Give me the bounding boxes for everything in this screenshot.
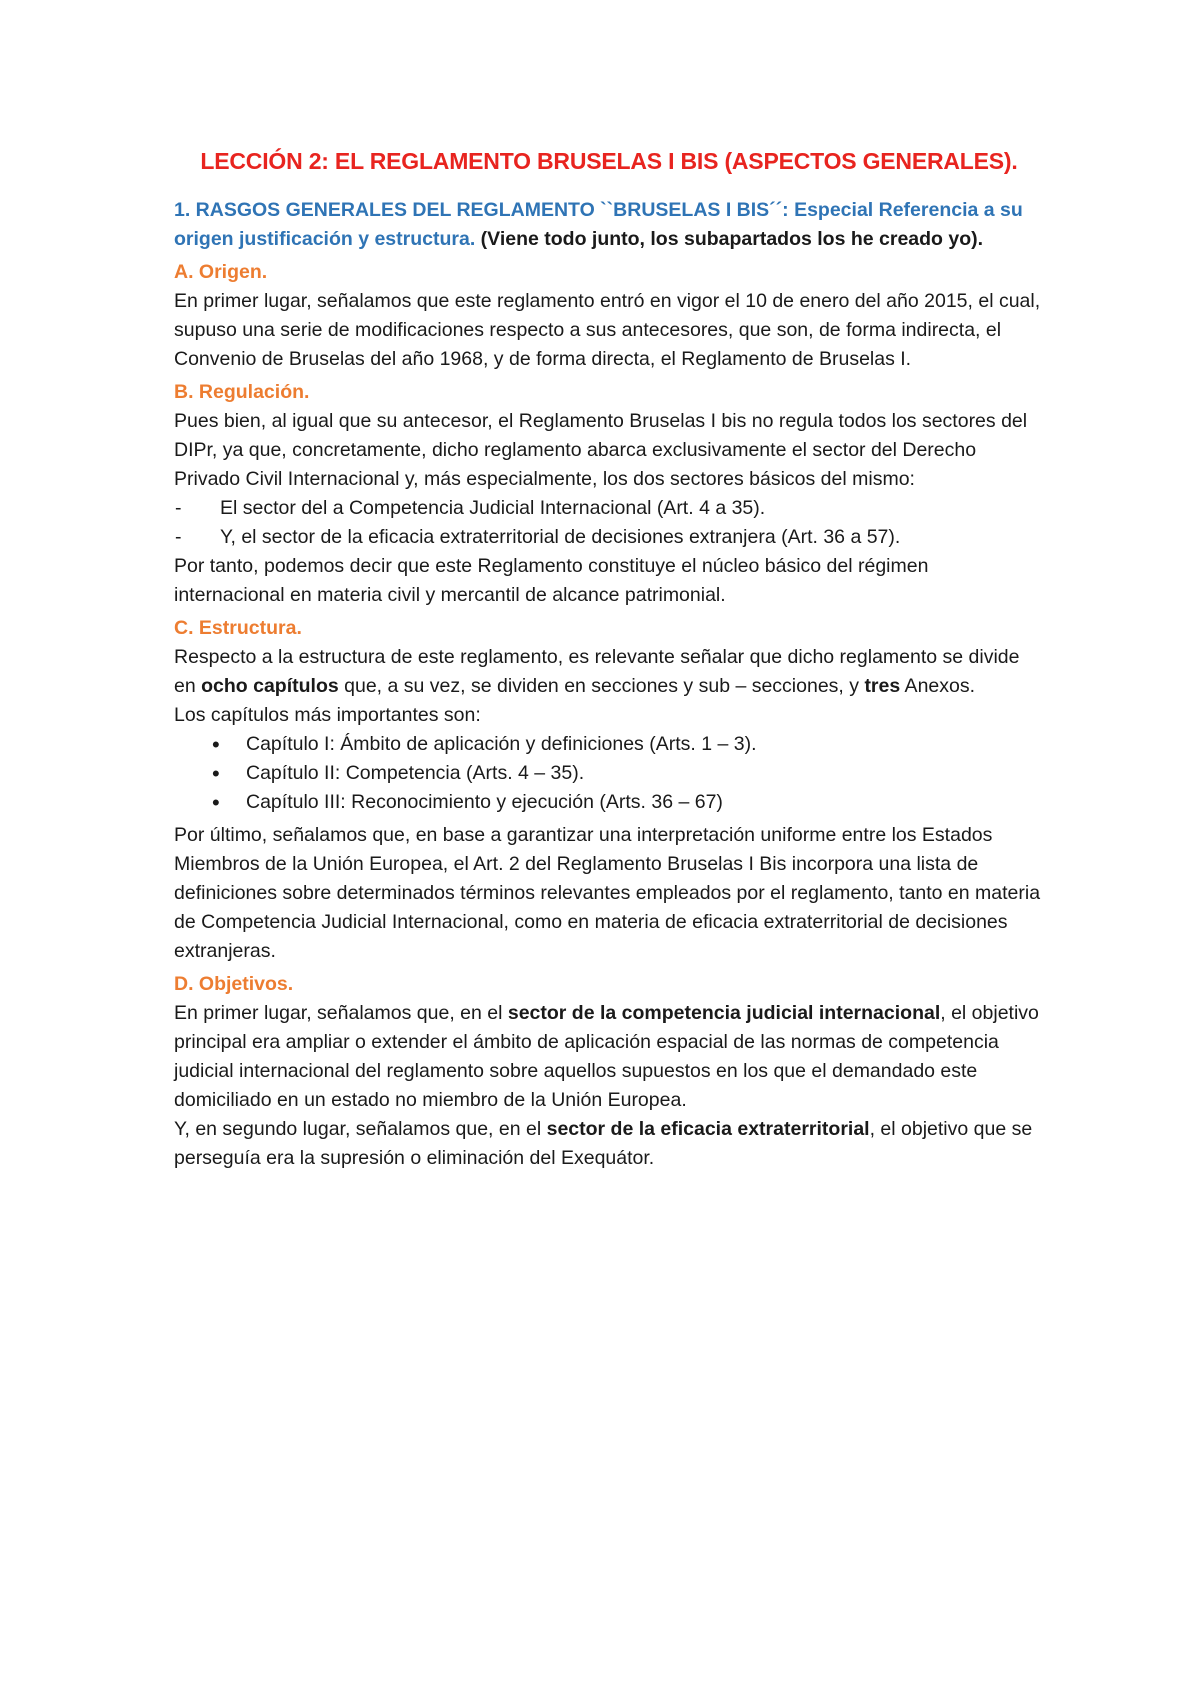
objetivos-p1-text-a: En primer lugar, señalamos que, en el xyxy=(174,1002,508,1024)
estructura-list xyxy=(174,730,1044,817)
regulacion-list xyxy=(174,494,1044,552)
objetivos-p2-text-c: , el objetivo que se perseguía era la supresión o eliminación del Exequátor. xyxy=(174,1118,1033,1169)
estructura-bold-chapters: ocho capítulos xyxy=(201,675,339,697)
estructura-text-e: Anexos. xyxy=(900,675,976,697)
regulacion-closing: Por tanto, podemos decir que este Reglamento constituye el núcleo básico del régimen internacional en materia civil y mercantil de alcance patrimonial. xyxy=(174,555,929,606)
section-1-heading-note: (Viene todo junto, los subapartados los he creado yo). xyxy=(475,228,984,250)
estructura-closing: Por último, señalamos que, en base a garantizar una interpretación uniforme entre los Estados Miembros de la Unión Europea, el Art. 2 del Reglamento Bruselas I Bis incorpora una lista de definiciones sobre determinados términos relevantes empleados por el reglamento, tanto en materia de Competencia Judicial Internacional, como en materia de eficacia extraterritorial de decisiones extranjeras. xyxy=(174,824,1041,962)
list-item: • Capítulo II: Competencia (Arts. 4 – 35). xyxy=(246,759,1044,788)
list-item: - El sector del a Competencia Judicial Internacional (Art. 4 a 35). xyxy=(220,494,1044,523)
section-1-heading-text: 1. RASGOS GENERALES DEL REGLAMENTO ``BRUSELAS I BIS´´: Especial Referencia a su origen justificación y estructura. xyxy=(174,199,1023,250)
list-item: • Capítulo I: Ámbito de aplicación y definiciones (Arts. 1 – 3). xyxy=(246,730,1044,759)
subheading-origen: A. Origen. xyxy=(174,261,268,283)
objetivos-paragraph-1 xyxy=(174,999,1044,1115)
section-1-heading xyxy=(174,196,1044,254)
objetivos-p2-text-a: Y, en segundo lugar, señalamos que, en el xyxy=(174,1118,547,1140)
origen-paragraph: En primer lugar, señalamos que este reglamento entró en vigor el 10 de enero del año 2015, el cual, supuso una serie de modificaciones respecto a sus antecesores, que son, de forma indirecta, el Convenio de Bruselas del año 1968, y de forma directa, el Reglamento de Bruselas I. xyxy=(174,290,1041,370)
estructura-paragraph xyxy=(174,643,1044,701)
subheading-objetivos: D. Objetivos. xyxy=(174,973,294,995)
objetivos-p1-text-c: , el objetivo principal era ampliar o extender el ámbito de aplicación espacial de las normas de competencia judicial internacional del reglamento sobre aquellos supuestos en los que el demandado este domiciliado en un estado no miembro de la Unión Europea. xyxy=(174,1002,1039,1111)
objetivos-p1-bold: sector de la competencia judicial internacional xyxy=(507,1002,941,1024)
estructura-text-c: que, a su vez, se dividen en secciones y sub – secciones, y xyxy=(338,675,865,697)
document-title: LECCIÓN 2: EL REGLAMENTO BRUSELAS I BIS (ASPECTOS GENERALES). xyxy=(200,148,1018,174)
subheading-estructura: C. Estructura. xyxy=(174,617,302,639)
regulacion-intro: Pues bien, al igual que su antecesor, el Reglamento Bruselas I bis no regula todos los sectores del DIPr, ya que, concretamente, dicho reglamento abarca exclusivamente el sector del Derecho Privado Civil Internacional y, más especialmente, los dos sectores básicos del mismo: xyxy=(174,410,1028,490)
objetivos-paragraph-2 xyxy=(174,1115,1044,1173)
estructura-text-a: Respecto a la estructura de este reglamento, es relevante señalar que dicho reglamento se divide en xyxy=(174,646,1020,697)
list-item: • Capítulo III: Reconocimiento y ejecución (Arts. 36 – 67) xyxy=(246,788,1044,817)
document-body xyxy=(174,146,1044,1173)
estructura-list-intro: Los capítulos más importantes son: xyxy=(174,704,481,726)
estructura-bold-three: tres xyxy=(864,675,901,697)
objetivos-p2-bold: sector de la eficacia extraterritorial xyxy=(546,1118,870,1140)
subheading-regulacion: B. Regulación. xyxy=(174,381,310,403)
list-item: - Y, el sector de la eficacia extraterritorial de decisiones extranjera (Art. 36 a 57). xyxy=(220,523,1044,552)
